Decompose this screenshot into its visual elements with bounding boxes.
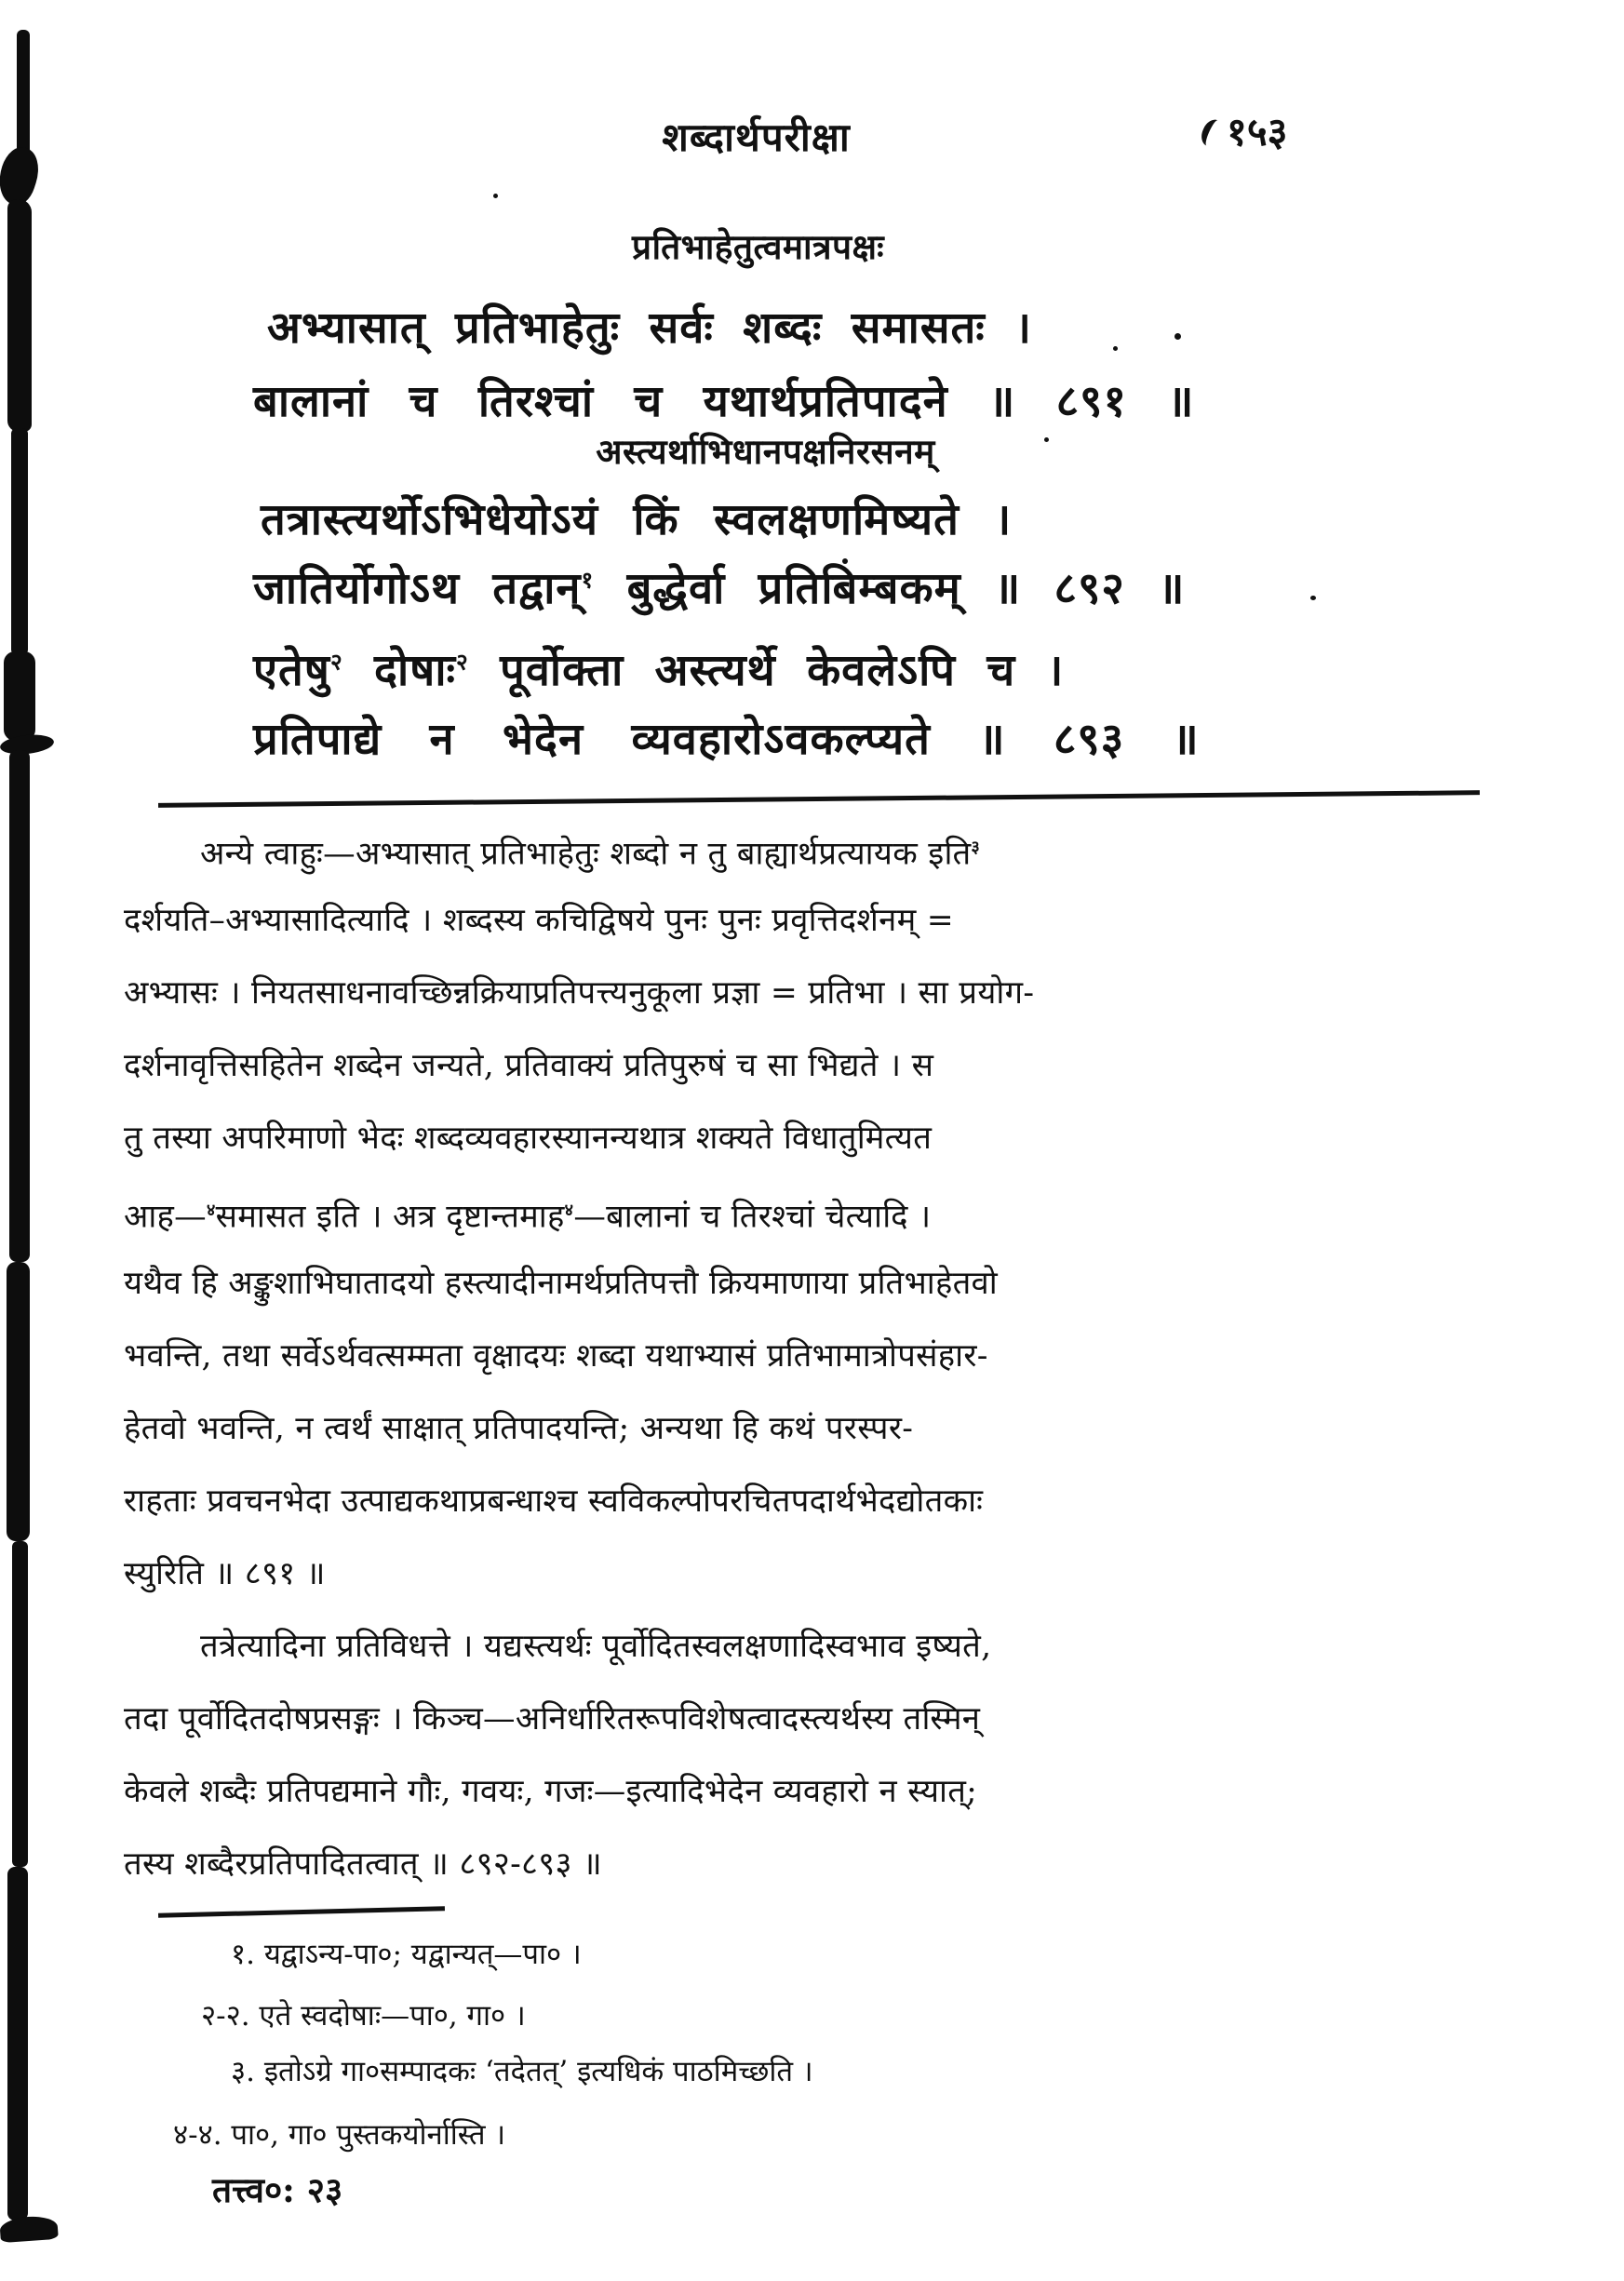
verse-891-line-1: अभ्यासात् प्रतिभाहेतुः सर्वः शब्दः समासतः । [267,302,1032,354]
commentary-line: हेतवो भवन्ति, न त्वर्थं साक्षात् प्रतिपादयन्ति; अन्यथा हि कथं परस्पर- [124,1410,914,1447]
verse-893-line-1-text: पूर्वोक्ता अस्त्यर्थे केवलेऽपि च । [468,645,1065,696]
ink-speck [1310,596,1316,600]
verse-893-line-1 [253,638,1064,698]
verse-893-line-2: प्रतिपाद्ये न भेदेन व्यवहारोऽवकल्प्यते ॥ ८९३ ॥ [253,714,1200,765]
binding-edge-segment [9,750,30,1262]
ink-speck [1174,333,1181,340]
commentary-line: केवले शब्दैः प्रतिपद्यमाने गौः, गवयः, गजः—इत्यादिभेदेन व्यवहारो न स्यात्; [124,1773,978,1810]
commentary-line: तत्रेत्यादिना प्रतिविधत्ते । यद्यस्त्यर्थः पूर्वोदितस्वलक्षणादिस्वभाव इष्यते, [200,1628,992,1665]
running-head-title: शब्दार्थपरीक्षा [662,114,851,160]
ink-speck [493,194,498,198]
commentary-line: दर्शनावृत्तिसहितेन शब्देन जन्यते, प्रतिवाक्यं प्रतिपुरुषं च सा भिद्यते । स [124,1047,934,1084]
commentary-block [124,812,1499,1900]
commentary-line: यथैव हि अङ्कुशाभिघातादयो हस्त्यादीनामर्थप्रतिपत्तौ क्रियमाणाया प्रतिभाहेतवो [124,1265,998,1302]
commentary-line: भवन्ति, तथा सर्वेऽर्थवत्सम्मता वृक्षादयः शब्दा यथाभ्यासं प्रतिभामात्रोपसंहार- [124,1337,988,1375]
commentary-line: अभ्यासः । नियतसाधनावच्छिन्नक्रियाप्रतिपत्त्यनुकूला प्रज्ञा = प्रतिभा । सा प्रयोग- [124,974,1035,1012]
commentary-line: तदा पूर्वोदितदोषप्रसङ्गः । किञ्च—अनिर्धारितरूपविशेषत्वादस्त्यर्थस्य तस्मिन् [124,1700,981,1738]
commentary-text: समासत इति । अत्र दृष्टान्तमाह [215,1198,565,1236]
ink-speck [1113,346,1118,351]
commentary-line: दर्शयति–अभ्यासादित्यादि । शब्दस्य कचिद्विषये पुनः पुनः प्रवृत्तिदर्शनम् = [124,902,954,939]
verse-892-line-2-text: बुद्धेर्वा प्रतिबिम्बकम् ॥ ८९२ ॥ [594,563,1186,614]
gathering-signature: तत्त्व०: २३ [212,2169,343,2210]
commentary-text: आह— [124,1198,207,1236]
footnote-marker-4: ४ [206,1201,216,1220]
footnote-marker-1: १ [581,566,595,594]
commentary-line: तु तस्या अपरिमाणो भेदः शब्दव्यवहारस्यानन्यथात्र शक्यते विधातुमित्यत [124,1120,933,1157]
verse-892-line-2 [253,557,1185,616]
footnote-1: १. यद्वाऽन्य-पा०; यद्वान्यत्—पा० । [231,1938,582,1971]
binding-edge-segment [12,1541,28,1867]
verse-893-line-1-text: एतेषु [253,645,330,696]
commentary-line: तस्य शब्दैरप्रतिपादितत्वात् ॥ ८९२-८९३ ॥ [124,1845,602,1883]
footnote-4: ४-४. पा०, गा० पुस्तकयोर्नास्ति । [173,2118,506,2152]
commentary-text: —बालानां च तिरश्चां चेत्यादि । [573,1198,932,1236]
footnote-marker-2: २ [329,648,343,676]
binding-edge-segment [7,1867,28,2221]
commentary-line [124,1174,1499,1247]
footnote-2: २-२. एते स्वदोषाः—पा०, गा० । [201,1999,526,2033]
binding-edge-segment [7,1262,30,1541]
section-divider-rule [158,790,1480,808]
verse-892-line-1: तत्रास्त्यर्थोऽभिधेयोऽयं किं स्वलक्षणमिष्यते । [261,494,1013,545]
commentary-line [124,812,1499,884]
verse-893-line-1-text: दोषाः [342,645,456,696]
verse-891-line-2: बालानां च तिरश्चां च यथार्थप्रतिपादने ॥ ८९१ ॥ [253,376,1195,427]
footnote-marker-3: ३ [971,838,981,857]
footnote-separator-rule [158,1906,445,1918]
commentary-text: अन्ये त्वाहुः—अभ्यासात् प्रतिभाहेतुः शब्दो न तु बाह्यार्थप्रत्यायक इति [200,835,972,873]
binding-ink-foot [0,2215,59,2243]
section-heading-pratibha: प्रतिभाहेतुत्वमात्रपक्षः [631,226,885,267]
commentary-line: स्युरिति ॥ ८९१ ॥ [124,1555,326,1592]
footnote-marker-2: २ [456,648,469,676]
footnote-marker-4: ४ [564,1201,574,1220]
section-heading-astyartha: अस्त्यर्थाभिधानपक्षनिरसनम् [596,431,935,472]
verse-892-line-2-text: जातिर्योगोऽथ तद्वान् [253,563,582,614]
page-number: १५३ [1227,109,1288,154]
commentary-line: राहताः प्रवचनभेदा उत्पाद्यकथाप्रबन्धाश्च स्वविकल्पोपरचितपदार्थभेदद्योतकाः [124,1483,984,1520]
footnote-3: ३. इतोऽग्रे गा०सम्पादकः ‘तदेतत्’ इत्यधिकं पाठमिच्छति । [231,2055,813,2088]
binding-edge-segment [4,651,35,741]
